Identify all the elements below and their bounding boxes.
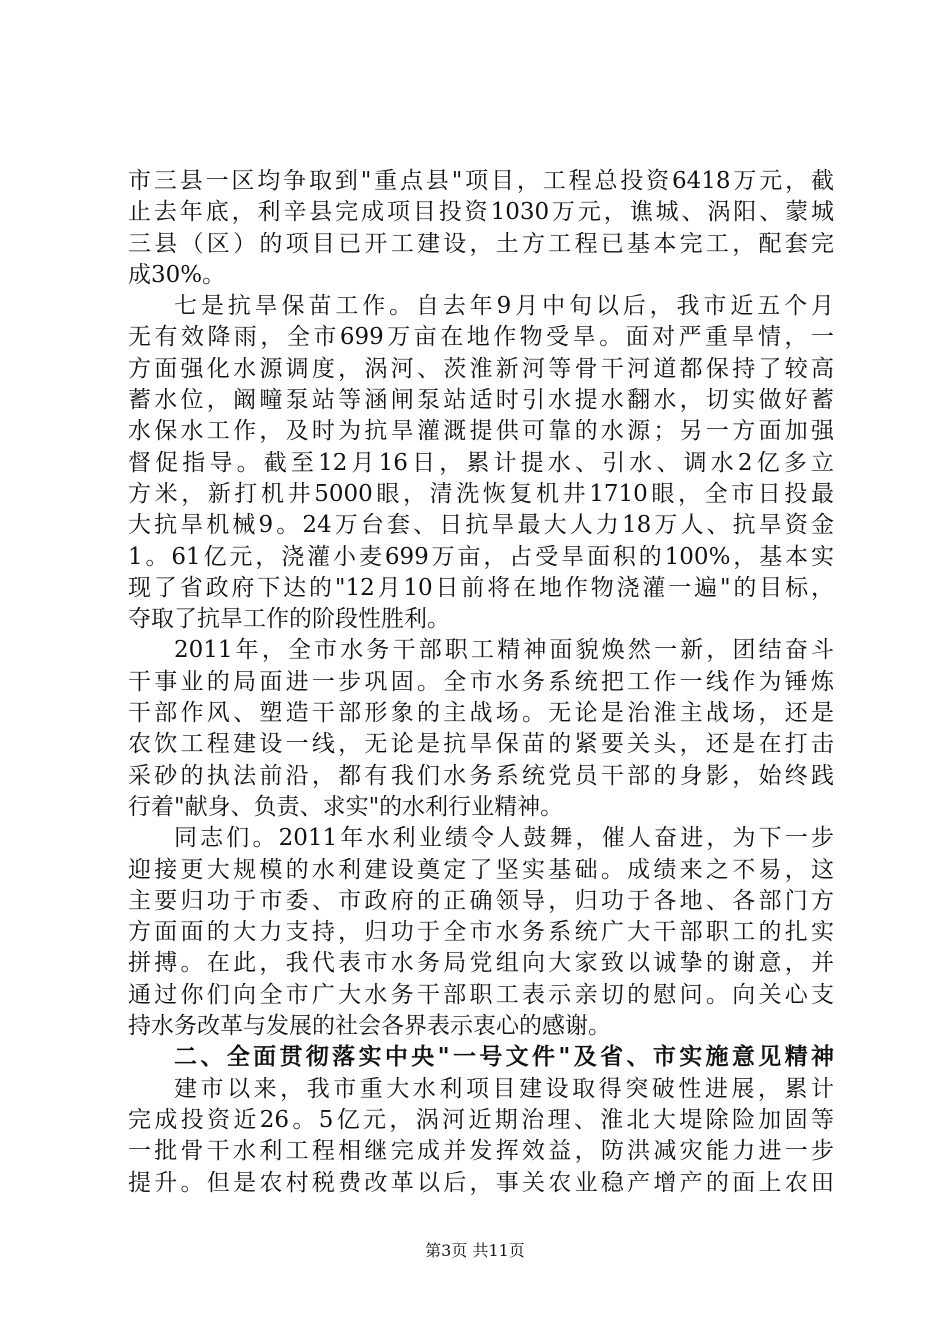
text-line: 行着"献身、负责、求实"的水利行业精神。 — [128, 793, 564, 820]
page-footer: 第3页 共11页 — [425, 1241, 525, 1260]
text-line: 通过你们向全市广大水务干部职工表示亲切的慰问。向关心支 — [128, 981, 834, 1008]
text-line: 现了省政府下达的"12月10日前将在地作物浇灌一遍"的目标， — [128, 574, 834, 601]
text-line: 持水务改革与发展的社会各界表示衷心的感谢。 — [128, 1013, 611, 1040]
text-line: 无有效降雨，全市699万亩在地作物受旱。面对严重旱情，一 — [128, 324, 834, 351]
text-line: 1。61亿元，浇灌小麦699万亩，占受旱面积的100%，基本实 — [128, 543, 834, 570]
text-line: 三县（区）的项目已开工建设，土方工程已基本完工，配套完 — [128, 230, 834, 257]
text-line: 干事业的局面进一步巩固。全市水务系统把工作一线作为锤炼 — [128, 668, 834, 695]
text-line: 采砂的执法前沿，都有我们水务系统党员干部的身影，始终践 — [128, 762, 834, 789]
text-line: 方米，新打机井5000眼，清洗恢复机井1710眼，全市日投最 — [128, 480, 834, 507]
text-line: 止去年底，利辛县完成项目投资1030万元，谯城、涡阳、蒙城 — [128, 199, 834, 226]
text-line: 方面强化水源调度，涡河、茨淮新河等骨干河道都保持了较高 — [128, 355, 834, 382]
text-line: 完成投资近26。5亿元，涡河近期治理、淮北大堤除险加固等 — [128, 1106, 834, 1133]
text-line: 方面面的大力支持，归功于全市水务系统广大干部职工的扎实 — [128, 919, 834, 946]
text-line: 督促指导。截至12月16日，累计提水、引水、调水2亿多立 — [128, 449, 834, 476]
text-line: 主要归功于市委、市政府的正确领导，归功于各地、各部门方 — [128, 887, 834, 914]
text-line: 市三县一区均争取到"重点县"项目，工程总投资6418万元，截 — [128, 168, 834, 194]
paragraph-first-line: 同志们。2011年水利业绩令人鼓舞，催人奋进，为下一步 — [174, 825, 834, 852]
text-line: 成30%。 — [128, 261, 226, 288]
paragraph-first-line: 2011年，全市水务干部职工精神面貌焕然一新，团结奋斗 — [174, 637, 834, 664]
text-line: 大抗旱机械9。24万台套、日抗旱最大人力18万人、抗旱资金 — [128, 512, 834, 539]
text-line: 夺取了抗旱工作的阶段性胜利。 — [128, 606, 450, 633]
paragraph-first-line: 七是抗旱保苗工作。自去年9月中旬以后，我市近五个月 — [174, 293, 834, 320]
document-body — [128, 166, 834, 1199]
text-line: 干部作风、塑造干部形象的主战场。无论是治淮主战场，还是 — [128, 700, 834, 727]
text-line: 蓄水位，阚疃泵站等涵闸泵站适时引水提水翻水，切实做好蓄 — [128, 387, 834, 414]
text-line: 水保水工作，及时为抗旱灌溉提供可靠的水源；另一方面加强 — [128, 418, 834, 445]
section-heading: 二、全面贯彻落实中央"一号文件"及省、市实施意见精神 — [174, 1044, 834, 1071]
text-line: 提升。但是农村税费改革以后，事关农业稳产增产的面上农田 — [128, 1169, 834, 1196]
text-line: 拼搏。在此，我代表市水务局党组向大家致以诚挚的谢意，并 — [128, 950, 834, 977]
text-line: 迎接更大规模的水利建设奠定了坚实基础。成绩来之不易，这 — [128, 856, 834, 883]
text-line: 农饮工程建设一线，无论是抗旱保苗的紧要关头，还是在打击 — [128, 731, 834, 758]
paragraph-first-line: 建市以来，我市重大水利项目建设取得突破性进展，累计 — [174, 1075, 834, 1102]
text-line: 一批骨干水利工程相继完成并发挥效益，防洪减灾能力进一步 — [128, 1138, 834, 1165]
